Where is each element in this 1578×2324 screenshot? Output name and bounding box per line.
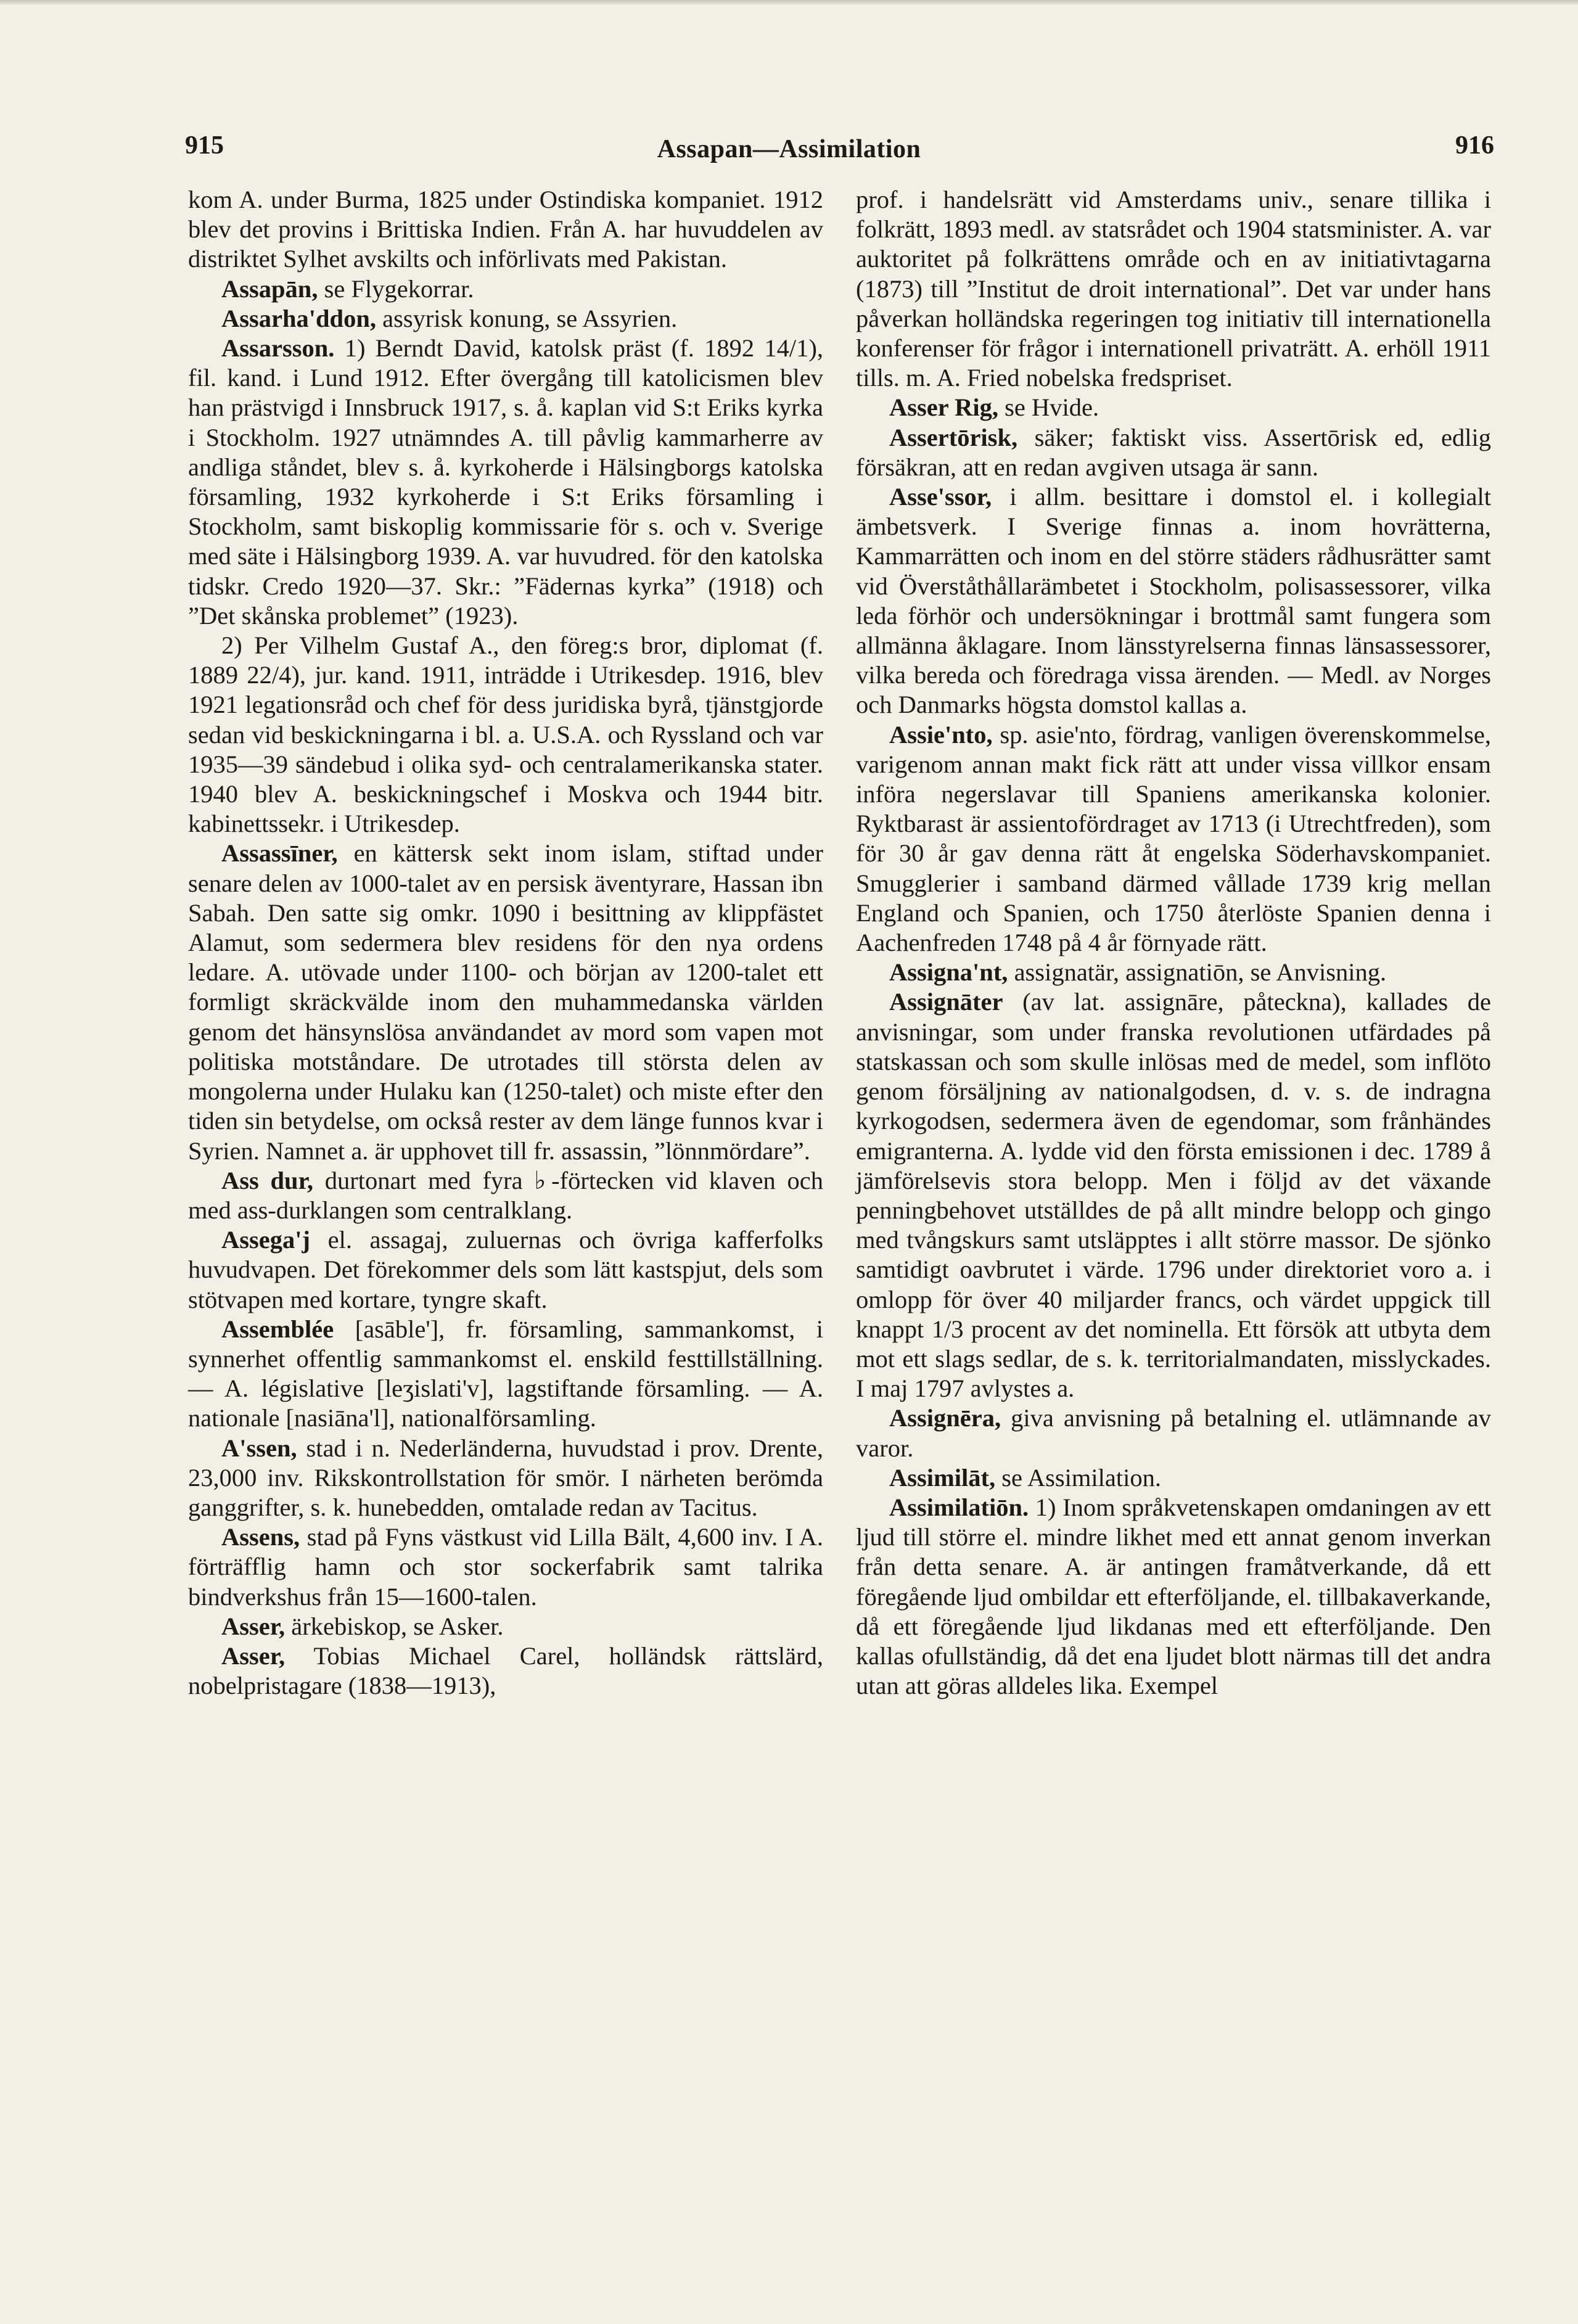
article-entry — [188, 1612, 823, 1641]
article-entry — [188, 334, 823, 631]
headword: Asser Rig, — [889, 393, 998, 422]
entry-text: assyrisk konung, se Assyrien. — [382, 304, 678, 332]
right-column — [856, 185, 1491, 1701]
headword: A'ssen, — [221, 1434, 297, 1462]
entry-text: sp. asie'nto, fördrag, vanligen överenskommelse, varigenom annan makt fick rätt att under vissa villkor ensam införa negerslavar till Spaniens amerikanska kolonier. Ryktbarast är assientofördraget av 1713 (i Utrechtfreden), som för 30 år gav denna rätt åt engelska Söderhavskompaniet. Smugglerier i samband därmed vållade 1739 krig mellan England och Spanien, och 1750 återlöste Spanien denna i Aachenfreden 1748 på 4 år förnyade rätt. — [856, 720, 1492, 957]
article-entry — [188, 1434, 823, 1523]
headword: Assarha'ddon, — [221, 304, 376, 332]
article-entry — [856, 958, 1491, 987]
page-number-left: 915 — [185, 131, 224, 160]
entry-text: [asāble'], fr. församling, sammankomst, i synnerhet offentlig sammankomst el. enskild festtillställning. — A. législative [leʒislati'v], lagstiftande församling. — A. nationale [nasiāna'l], nationalförsamling. — [188, 1315, 824, 1432]
entry-text: kom A. under Burma, 1825 under Ostindiska kompaniet. 1912 blev det provins i Brittiska Indien. Från A. har huvuddelen av distriktet Sylhet avskilts och införlivats med Pakistan. — [188, 186, 823, 273]
entry-text: giva anvisning på betalning el. utlämnande av varor. — [856, 1404, 1491, 1462]
headword: Asser, — [221, 1612, 286, 1640]
headword: Assie'nto, — [889, 720, 993, 749]
headword: Assassīner, — [221, 839, 338, 868]
article-entry — [188, 185, 823, 274]
entry-text: stad på Fyns västkust vid Lilla Bält, 4,600 inv. I A. förträfflig hamn och stor sockerfabrik samt talrika bindverkshus från 15—1600-talen. — [188, 1523, 823, 1611]
article-entry — [856, 987, 1491, 1403]
headword: Asser, — [221, 1641, 286, 1670]
running-head: Assapan—Assimilation — [657, 135, 921, 163]
article-entry — [188, 1315, 823, 1434]
entry-text: 1) Inom språkvetenskapen omdaningen av ett ljud till större el. mindre likhet med ett annat genom inverkan från detta senare. A. är antingen framåtverkande, då ett föregående ljud ombildar ett efterföljande, el. tillbakaverkande, då ett föregående ljud likdanas med ett efterföljande. Den kallas ofullständig, då det ena ljudet blott närmas till det andra utan att göras alldeles lika. Exempel — [856, 1493, 1492, 1700]
left-column — [188, 185, 823, 1701]
page-number-right: 916 — [1455, 131, 1494, 160]
article-entry — [856, 1463, 1491, 1493]
entry-text: Tobias Michael Carel, holländsk rättslärd, nobelpristagare (1838—1913), — [188, 1641, 823, 1700]
headword: Assapān, — [221, 274, 318, 303]
article-entry — [856, 185, 1491, 393]
article-entry — [188, 304, 823, 334]
headword: Assimilāt, — [889, 1463, 996, 1492]
headword: Assega'j — [221, 1226, 310, 1254]
entry-text: 1) Berndt David, katolsk präst (f. 1892 14/1), fil. kand. i Lund 1912. Efter övergång till katolicismen blev han prästvigd i Innsbruck 1917, s. å. kaplan vid S:t Eriks kyrka i Stockholm. 1927 utnämndes A. till påvlig kammarherre av andliga ståndet, blev s. å. kyrkoherde i Hälsingborgs katolska församling, 1932 kyrkoherde i S:t Eriks församling i Stockholm, samt biskoplig kommissarie för s. och v. Sverige med säte i Hälsingborg 1939. A. var huvudred. för den katolska tidskr. Credo 1920—37. Skr.: ”Fädernas kyrka” (1918) och ”Det skånska problemet” (1923). — [188, 334, 824, 630]
headword: Assarsson. — [221, 334, 335, 363]
headword: Asse'ssor, — [889, 483, 992, 511]
article-entry — [856, 1493, 1491, 1701]
entry-text: prof. i handelsrätt vid Amsterdams univ., senare tillika i folkrätt, 1893 medl. av statsrådet och 1904 statsminister. A. var auktoritet på folkrättens område och en av initiativtagarna (1873) till ”Institut de droit international”. Det var under hans påverkan holländska regeringen tog initiativ till internationella konferenser för frågor i internationell privaträtt. A. erhöll 1911 tills. m. A. Fried nobelska fredspriset. — [856, 186, 1491, 392]
headword: Assimilatiōn. — [889, 1493, 1029, 1521]
article-entry — [188, 1225, 823, 1315]
entry-text: en kättersk sekt inom islam, stiftad under senare delen av 1000-talet av en persisk äventyrare, Hassan ibn Sabah. Den satte sig omkr. 1090 i besittning av klippfästet Alamut, som sedermera blev residens för den nya ordens ledare. A. utövade under 1100- och början av 1200-talet ett formligt skräckvälde inom den muhammedanska världen genom det hänsynslösa användandet av mord som vapen mot politiska motståndare. De utrotades till största delen av mongolerna under Hulaku kan (1250-talet) och miste efter den tiden sin betydelse, om också rester av dem länge funnos kvar i Syrien. Namnet a. är upphovet till fr. assassin, ”lönnmördare”. — [188, 839, 824, 1165]
entry-text: assignatär, assignatiōn, se Anvisning. — [1014, 958, 1387, 987]
entry-text: 2) Per Vilhelm Gustaf A., den föreg:s bror, diplomat (f. 1889 22/4), jur. kand. 1911, inträdde i Utrikesdep. 1916, blev 1921 legationsråd och chef för dess juridiska byrå, tjänstgjorde sedan vid beskickningarna i bl. a. U.S.A. och Ryssland och var 1935—39 sändebud i olika syd- och centralamerikanska stater. 1940 blev A. beskickningschef i Moskva och 1944 bitr. kabinettssekr. i Utrikesdep. — [188, 631, 823, 838]
entry-text: stad i n. Nederländerna, huvudstad i prov. Drente, 23,000 inv. Rikskontrollstation för smör. I närheten berömda ganggrifter, s. k. hunebedden, omtalade redan av Tacitus. — [188, 1434, 823, 1521]
entry-text: se Flygekorrar. — [324, 274, 474, 303]
article-entry — [188, 1522, 823, 1612]
headword: Assertōrisk, — [889, 423, 1018, 451]
page-edge — [0, 0, 1578, 5]
article-entry — [856, 482, 1491, 720]
headword: Assignāter — [889, 988, 1003, 1016]
headword: Assemblée — [221, 1315, 334, 1343]
entry-text: i allm. besittare i domstol el. i kollegialt ämbetsverk. I Sverige finnas a. inom hovrätterna, Kammarrätten och inom en del större städers rådhusrätter samt vid Överståthållarämbetet i Stockholm, polisassessorer, vilka leda förhör och undersökningar i brottmål samt fungera som allmänna åklagare. Inom länsstyrelserna finnas länsassessorer, vilka bereda och föredraga vissa ärenden. — Medl. av Norges och Danmarks högsta domstol kallas a. — [856, 483, 1491, 719]
entry-text: se Hvide. — [1005, 393, 1099, 422]
article-entry — [188, 1641, 823, 1701]
headword: Assignēra, — [889, 1404, 1001, 1432]
article-entry — [188, 274, 823, 304]
article-entry — [188, 1166, 823, 1225]
headword: Assens, — [221, 1523, 300, 1551]
article-entry — [856, 393, 1491, 422]
article-entry — [856, 423, 1491, 482]
article-entry — [188, 839, 823, 1165]
entry-text: durtonart med fyra ♭-förtecken vid klaven och med ass-durklangen som centralklang. — [188, 1166, 824, 1224]
entry-text: se Assimilation. — [1001, 1463, 1162, 1492]
entry-text: ärkebiskop, se Asker. — [291, 1612, 504, 1640]
article-entry — [188, 631, 823, 839]
entry-text: säker; faktiskt viss. Assertōrisk ed, edlig försäkran, att en redan avgiven utsaga är sann. — [856, 423, 1491, 481]
article-entry — [856, 1403, 1491, 1463]
entry-text: el. assagaj, zuluernas och övriga kafferfolks huvudvapen. Det förekommer dels som lätt kastspjut, dels som stötvapen med kortare, tyngre skaft. — [188, 1226, 824, 1313]
headword: Ass dur, — [221, 1166, 313, 1194]
headword: Assigna'nt, — [889, 958, 1008, 987]
entry-text: (av lat. assignāre, påteckna), kallades de anvisningar, som under franska revolutionen utfärdades på statskassan och som skulle inlösas med de medel, som inflöto genom försäljning av nationalgodsen, d. v. s. de indragna kyrkogodsen, sedermera även de egendomar, som frånhändes emigranterna. A. lydde vid den första emissionen i dec. 1789 å jämförelsevis stora belopp. Men i följd av det växande penningbehovet utställdes de på allt mindre belopp och gingo med tvångskurs samt utsläpptes i allt större massor. De sjönko samtidigt oavbrutet i värde. 1796 under direktoriet voro a. i omlopp för över 40 miljarder francs, och värdet uppgick till knappt 1/3 procent av det nominella. Ett försök att utbyta dem mot ett slags sedlar, de s. k. territorialmandaten, misslyckades. I maj 1797 avlystes a. — [856, 988, 1491, 1403]
article-entry — [856, 720, 1491, 958]
